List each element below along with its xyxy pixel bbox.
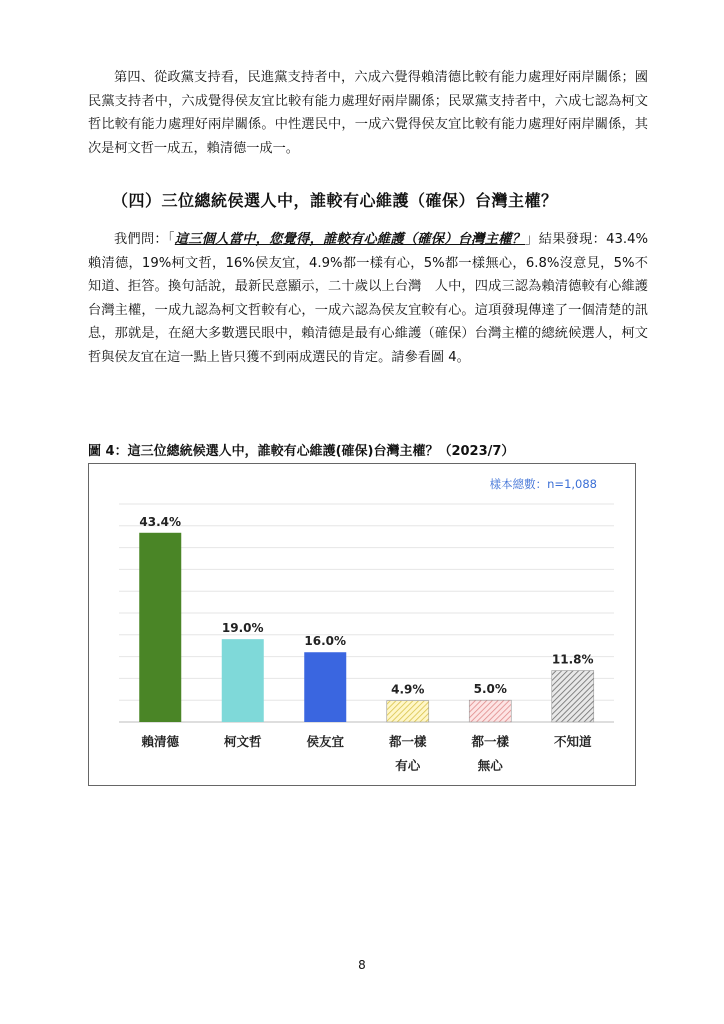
paragraph-rest: 」結果發現：43.4%賴清德，19%柯文哲，16%侯友宜，4.9%都一樣有心，5%都一樣無心，6.8%沒意見，5%不知道、拒答。換句話說，最新民意顯示，二十歲以上台灣 人中，四成三認為賴清德較有心維護台灣主權，一成九認為柯文哲較有心，一成六認為侯友宜較有心。這項發現傳達了一個清楚的訊息，那就是，在絕大多數選民眼中，賴清德是最有心維護（確保）台灣主權的總統候選人，柯文哲與侯友宜在這一點上皆只獲不到兩成選民的肯定。請參看圖 4。 [88, 232, 648, 365]
survey-question: 這三個人當中，您覺得，誰較有心維護（確保）台灣主權？ [174, 232, 526, 247]
bar-2 [304, 652, 346, 722]
category-label-5: 不知道 [553, 734, 592, 749]
data-label-5: 11.8% [551, 652, 594, 667]
category-label-3: 都一樣 [388, 734, 427, 749]
bar-3 [387, 701, 429, 722]
bar-4 [469, 700, 511, 722]
bar-chart [88, 463, 636, 786]
paragraph-findings [88, 228, 648, 369]
category-label-0: 賴清德 [141, 734, 180, 749]
bar-1 [222, 639, 264, 722]
bar-0 [139, 533, 181, 722]
data-label-4: 5.0% [473, 682, 507, 697]
data-label-1: 19.0% [221, 621, 264, 636]
paragraph-party-support: 第四、從政黨支持看，民進黨支持者中，六成六覺得賴清德比較有能力處理好兩岸關係；國民黨支持者中，六成覺得侯友宜比較有能力處理好兩岸關係；民眾黨支持者中，六成七認為柯文哲比較有能力處理好兩岸關係。中性選民中，一成六覺得侯友宜比較有能力處理好兩岸關係，其次是柯文哲一成五，賴清德一成一。 [88, 70, 648, 156]
category-label-3: 有心 [395, 758, 421, 773]
category-label-2: 侯友宜 [306, 734, 345, 749]
category-label-1: 柯文哲 [223, 734, 262, 749]
page-number: 8 [358, 958, 366, 972]
data-label-3: 4.9% [391, 682, 425, 697]
category-label-4: 都一樣 [471, 734, 510, 749]
data-label-2: 16.0% [304, 634, 347, 649]
figure-caption: 圖 4：這三位總統候選人中，誰較有心維護(確保)台灣主權？（2023/7） [88, 444, 515, 459]
gridlines [119, 504, 614, 722]
bars [139, 515, 594, 773]
data-label-0: 43.4% [139, 514, 182, 529]
sample-size-note: 樣本總數：n=1,088 [489, 477, 597, 491]
chart-canvas [89, 464, 635, 785]
category-label-4: 無心 [477, 758, 503, 773]
bar-5 [552, 671, 594, 722]
section-heading: （四）三位總統侯選人中，誰較有心維護（確保）台灣主權？ [112, 191, 558, 210]
paragraph-lead: 我們問：「 [114, 232, 175, 247]
